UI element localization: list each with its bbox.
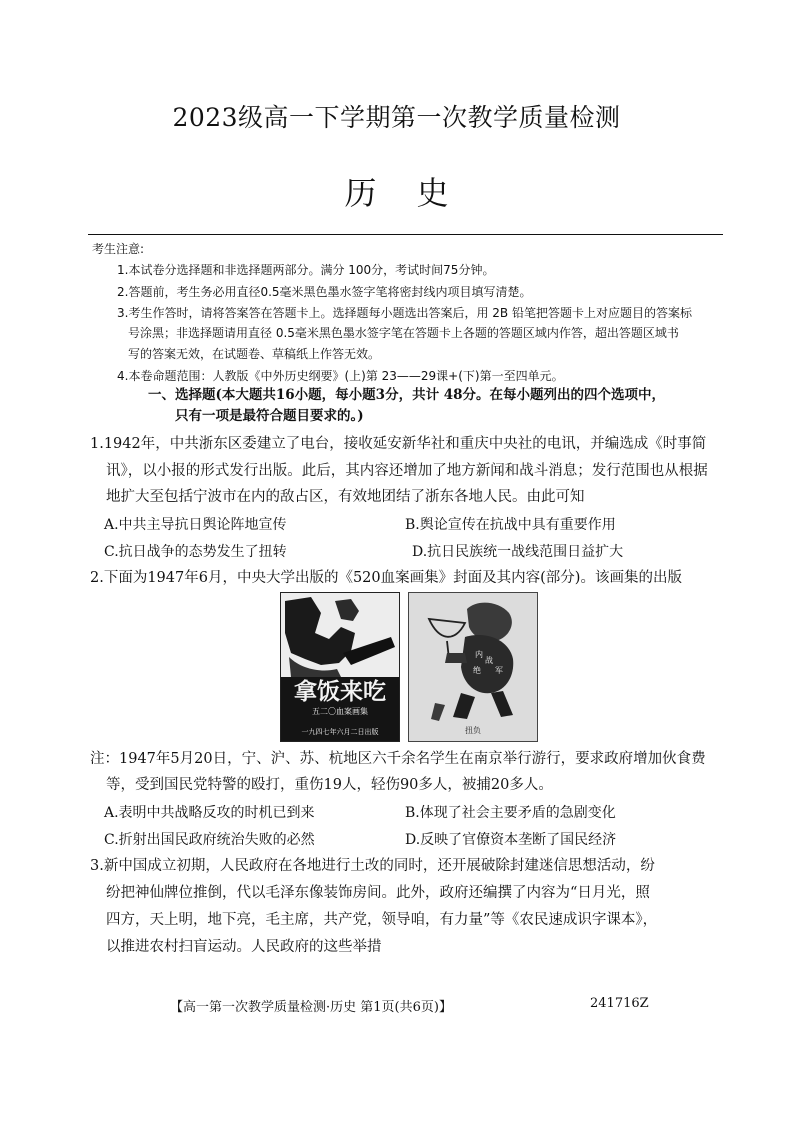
q1-option-a[interactable]: A.中共主导抗日舆论阵地宣传 xyxy=(104,517,287,533)
q3-stem-line3: 四方，天上明，地下亮，毛主席，共产党，领导咱，有力量”等《农民速成识字课本》， xyxy=(106,912,658,928)
q1-stem-line1: 1.1942年，中共浙东区委建立了电台，接收延安新华社和重庆中央社的电讯，并编选成《时事简 xyxy=(90,436,707,452)
page-footer: 【高一第一次教学质量检测·历史 第1页(共6页)】 xyxy=(170,1000,452,1015)
section-heading-line1: 一、选择题(本大题共16小题，每小题3分，共计 48分。在每小题列出的四个选项中， xyxy=(148,387,666,403)
q2-option-c[interactable]: C.折射出国民政府统治失败的必然 xyxy=(104,832,315,848)
cover-date: 一九四七年六月二日出版 xyxy=(301,728,379,736)
q3-stem-line1: 3.新中国成立初期，人民政府在各地进行土改的同时，还开展破除封建迷信思想活动，纷 xyxy=(90,858,655,874)
section-heading-line2: 只有一项是最符合题目要求的。) xyxy=(175,408,364,424)
q2-note-line2: 等，受到国民党特警的殴打，重伤19人，轻伤90多人，被捕20多人。 xyxy=(106,777,553,793)
drawing-illustration xyxy=(409,593,537,741)
notice-item-2: 2.答题前，考生务必用直径0.5毫米黑色墨水签字笔将密封线内项目填写清楚。 xyxy=(117,285,532,299)
header-divider xyxy=(88,234,723,235)
drawing-caption: 扭负 xyxy=(465,726,481,735)
drawing-label-1: 内 xyxy=(475,650,483,659)
q2-option-a[interactable]: A.表明中共战略反攻的时机已到来 xyxy=(104,805,315,821)
notice-title: 考生注意: xyxy=(92,242,145,256)
cover-image xyxy=(280,592,400,742)
q1-stem-line3: 地扩大至包括宁波市在内的敌占区，有效地团结了浙东各地人民。由此可知 xyxy=(106,489,585,505)
drawing-label-4: 军 xyxy=(495,666,503,675)
drawing-image xyxy=(408,592,538,742)
q3-stem-line2: 纷把神仙牌位推倒，代以毛泽东像装饰房间。此外，政府还编撰了内容为“日月光，照 xyxy=(106,885,650,901)
cover-illustration xyxy=(281,593,399,741)
q2-stem: 2.下面为1947年6月，中央大学出版的《520血案画集》封面及其内容(部分)。该画集的出版 xyxy=(90,570,682,586)
drawing-label-2: 战 xyxy=(485,656,493,665)
exam-title: 2023级高一下学期第一次教学质量检测 xyxy=(172,103,621,132)
notice-item-1: 1.本试卷分选择题和非选择题两部分。满分 100分，考试时间75分钟。 xyxy=(117,263,495,277)
q2-option-b[interactable]: B.体现了社会主要矛盾的急剧变化 xyxy=(405,805,616,821)
q1-option-c[interactable]: C.抗日战争的态势发生了扭转 xyxy=(104,544,287,560)
cover-big-title: 拿饭来吃 xyxy=(294,679,386,705)
drawing-label-3: 绝 xyxy=(473,666,481,675)
q2-note-line1: 注：1947年5月20日，宁、沪、苏、杭地区六千余名学生在南京举行游行，要求政府增加伙食费 xyxy=(90,751,706,767)
footer-code: 241716Z xyxy=(590,996,649,1011)
cover-subtitle: 五二〇血案画集 xyxy=(312,707,368,716)
q1-stem-line2: 讯》，以小报的形式发行出版。此后，其内容还增加了地方新闻和战斗消息；发行范围也从根据 xyxy=(106,463,708,479)
q3-stem-line4: 以推进农村扫盲运动。人民政府的这些举措 xyxy=(106,939,382,955)
q1-option-d[interactable]: D.抗日民族统一战线范围日益扩大 xyxy=(412,544,624,560)
notice-item-4: 4.本卷命题范围：人教版《中外历史纲要》(上)第 23——29课+(下)第一至四单元。 xyxy=(117,369,564,383)
notice-item-3-cont-2: 写的答案无效，在试题卷、草稿纸上作答无效。 xyxy=(128,347,381,361)
subject-title: 历史 xyxy=(344,174,489,212)
notice-item-3: 3.考生作答时，请将答案答在答题卡上。选择题每小题选出答案后，用 2B 铅笔把答题卡上对应题目的答案标 xyxy=(117,306,692,320)
q1-option-b[interactable]: B.舆论宣传在抗战中具有重要作用 xyxy=(405,517,616,533)
q2-option-d[interactable]: D.反映了官僚资本垄断了国民经济 xyxy=(405,832,617,848)
notice-item-3-cont-1: 号涂黑；非选择题请用直径 0.5毫米黑色墨水签字笔在答题卡上各题的答题区域内作答，超出答题区域书 xyxy=(128,326,679,340)
